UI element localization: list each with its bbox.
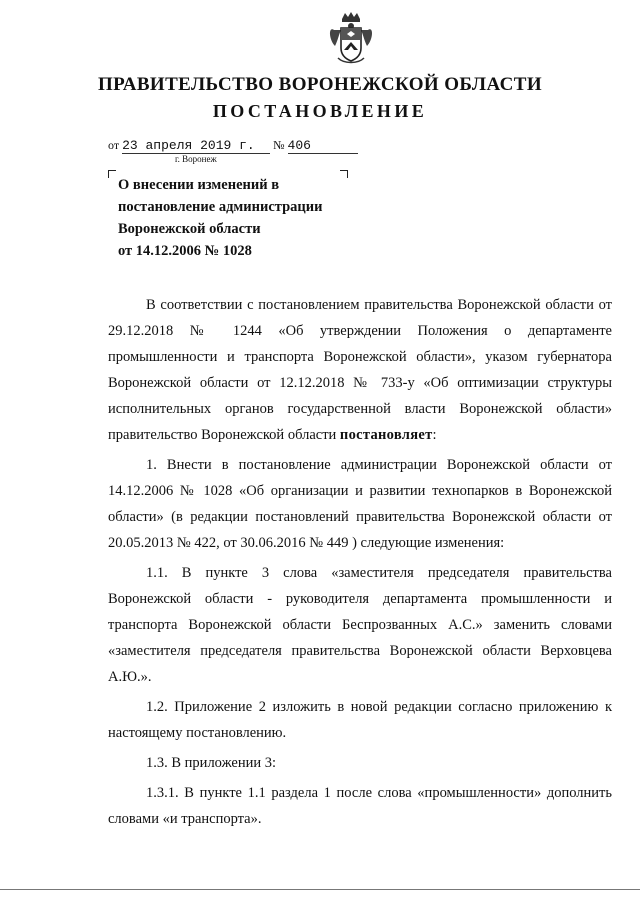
document-type-title: ПОСТАНОВЛЕНИЕ <box>212 101 428 121</box>
government-title: ПРАВИТЕЛЬСТВО ВОРОНЕЖСКОЙ ОБЛАСТИ <box>97 74 543 95</box>
paragraph-item-1-3: 1.3. В приложении 3: <box>146 755 277 771</box>
subject-line: О внесении изменений в <box>118 177 280 193</box>
page-bottom-rule <box>0 889 640 890</box>
document-subject <box>118 174 358 262</box>
paragraph-preamble <box>108 292 612 448</box>
paragraph-item-1: 1. Внести в постановление администрации Воронежской области от 14.12.2006 № 1028 «Об организации и развитии технопарков в Воронежской области» (в редакции постановлений правительства Воронежской области от 20.05.2013 № 422, от 30.06.2016 № 449 ) следующие изменения: <box>108 457 612 551</box>
document-body <box>108 292 612 836</box>
paragraph-item-1-1: 1.1. В пункте 3 слова «заместителя председателя правительства Воронежской области - руководителя департамента промышленности и транспорта Воронежской области Беспрозванных А.С.» заменить словами «заместителя председателя правительства Воронежской области Верховцева А.Ю.». <box>108 565 612 685</box>
paragraph-item-1-3-1: 1.3.1. В пункте 1.1 раздела 1 после слова «промышленности» дополнить словами «и транспорта». <box>108 785 612 827</box>
document-date: 23 апреля 2019 г. <box>122 138 270 154</box>
coat-of-arms-icon <box>326 10 376 68</box>
date-number-line <box>108 138 358 154</box>
number-prefix: № <box>273 138 285 152</box>
place-of-issue: г. Воронеж <box>175 154 217 164</box>
subject-corner-left <box>108 170 116 178</box>
date-prefix: от <box>108 138 120 152</box>
document-number: 406 <box>288 138 358 154</box>
preamble-text: В соответствии с постановлением правительства Воронежской области от 29.12.2018 № 1244 «Об утверждении Положения о департаменте промышленности и транспорта Воронежской области», указом губернатора Воронежской области от 12.12.2018 № 733-у «Об оптимизации структуры исполнительных органов государственной власти Воронежской области» правительство Воронежской области <box>108 297 612 443</box>
subject-line: от 14.12.2006 № 1028 <box>118 243 252 259</box>
preamble-end: : <box>432 427 437 443</box>
subject-line: Воронежской области <box>118 221 261 237</box>
resolves-word: постановляет <box>339 427 433 443</box>
paragraph-item-1-2: 1.2. Приложение 2 изложить в новой редакции согласно приложению к настоящему постановлению. <box>108 699 612 741</box>
subject-line: постановление администрации <box>118 199 323 215</box>
